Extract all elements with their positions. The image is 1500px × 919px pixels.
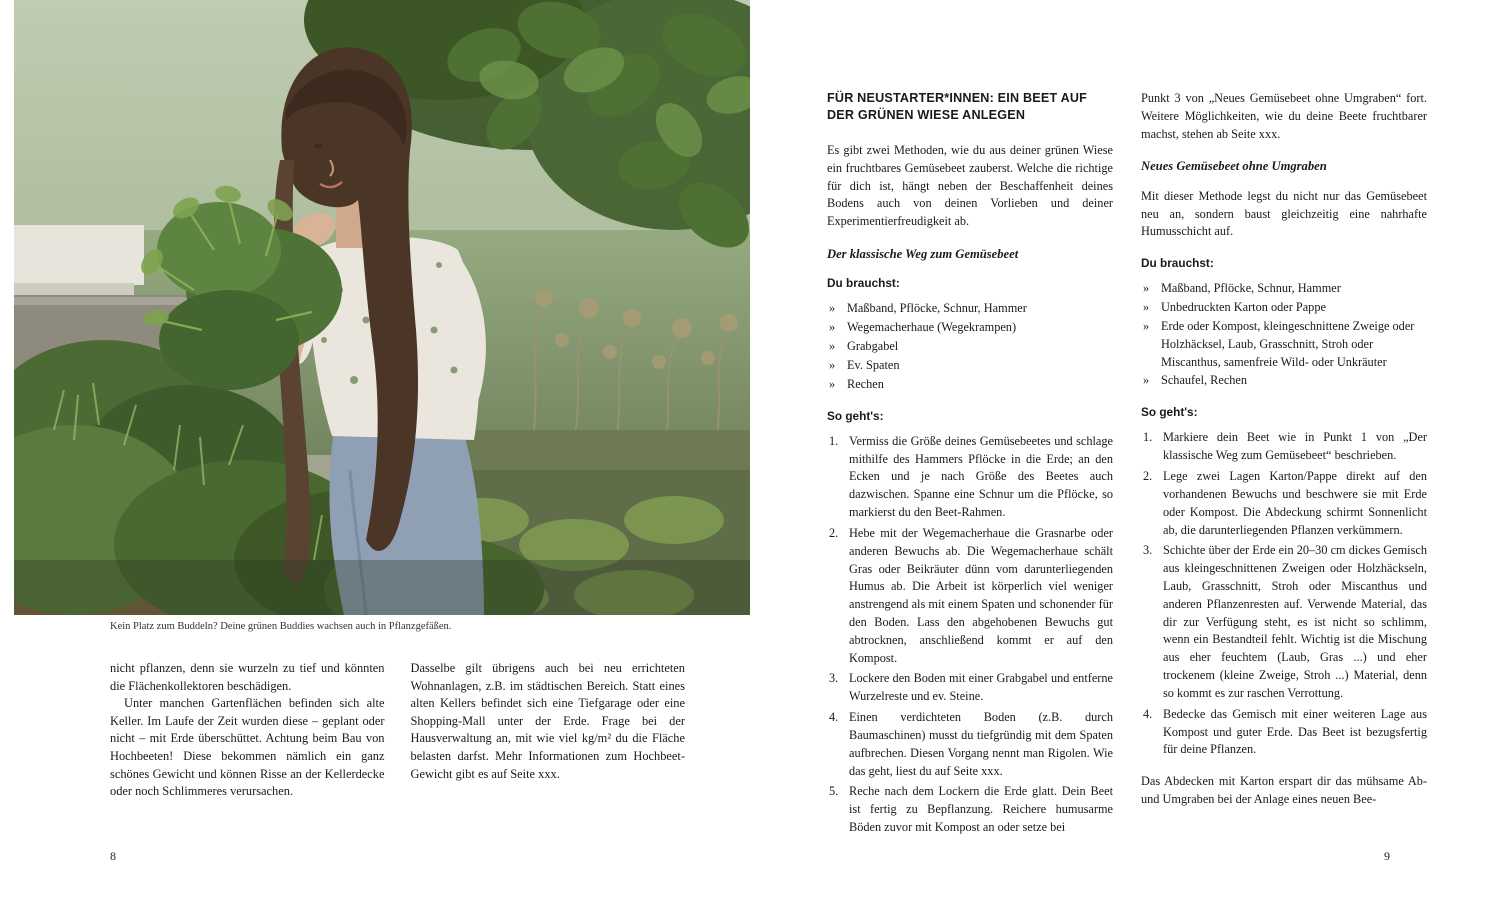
section-title: FÜR NEUSTARTER*INNEN: EIN BEET AUF DER GRÜNEN WIESE ANLEGEN [827, 91, 1088, 122]
method-2-needs-label: Du brauchst: [1141, 256, 1214, 271]
garden-photo [14, 0, 750, 615]
method-2-steps [1141, 429, 1427, 759]
method-1-continuation: Punkt 3 von „Neues Gemüsebeet ohne Umgraben“ fort. Weitere Möglichkeiten, wie du deine Beete fruchtbarer machst, stehen ab Seite xxx. [1141, 91, 1427, 141]
right-page [750, 0, 1500, 919]
method-1-steps [827, 433, 1113, 837]
paragraph: Dasselbe gilt übrigens auch bei neu errichteten Wohnanlagen, z.B. im städtischen Bereich. Statt eines alten Kellers befindet sich eine Tiefgarage oder eine Shopping-Mall unter der Erde. Frage bei der Hausverwaltung an, mit wie viel kg/m² du die Fläche belasten darfst. Mehr Informationen zum Hochbeet-Gewicht gibt es auf Seite xxx. [410, 661, 685, 781]
method-2-closing: Das Abdecken mit Karton erspart dir das mühsame Ab- und Umgraben bei der Anlage eines neuen Bee- [1141, 774, 1427, 807]
list-item: » Grabgabel [827, 338, 1113, 356]
list-item: » Erde oder Kompost, kleingeschnittene Zweige oder Holzhäcksel, Laub, Grasschnitt, Stroh oder Miscanthus, samenfreie Wild- oder Unkräuter [1141, 318, 1427, 371]
garden-photo-illustration [14, 0, 750, 615]
left-text-columns [110, 660, 685, 801]
list-item: » Rechen [827, 376, 1113, 394]
right-text-columns [827, 90, 1427, 851]
section-intro: Es gibt zwei Methoden, wie du aus deiner grünen Wiese ein fruchtbares Gemüsebeet zauberst. Welche die richtige für dich ist, hängt neben der Beschaffenheit deines Bodens auch von deinen Vorlieben und deiner Experimentierfreudigkeit ab. [827, 143, 1113, 229]
method-1-title: Der klassische Weg zum Gemüsebeet [827, 247, 1019, 262]
list-item: Einen verdichteten Boden (z.B. durch Baumaschinen) musst du tiefgründig mit dem Spaten aufbrechen. Diesen Vorgang nennt man Rigolen. Wie das geht, liest du auf Seite xxx. [849, 710, 1113, 778]
method-2-needs-list [1141, 280, 1427, 390]
left-column-2 [411, 660, 686, 801]
list-item: Reche nach dem Lockern die Erde glatt. Dein Beet ist fertig zu Bepflanzung. Reichere humusarme Böden zuvor mit Kompost an oder setze bei [849, 784, 1113, 835]
list-item: Lege zwei Lagen Karton/Pappe direkt auf den vorhandenen Bewuchs und beschwere sie mit Erde oder Kompost. Die Abdeckung schirmt Sonnenlicht ab, die darunterliegenden Pflanzen verkümmern. [1163, 469, 1427, 537]
method-2-intro: Mit dieser Methode legst du nicht nur das Gemüsebeet neu an, sondern baust gleichzeitig eine nahrhafte Humusschicht auf. [1141, 188, 1427, 239]
list-item: Schichte über der Erde ein 20–30 cm dickes Gemisch aus kleingeschnittenen Zweigen oder Holzhäckseln, Laub, Grasschnitt, Stroh oder Miscanthus und anderen Pflanzenresten auf. Verwende Material, das dir zur Verfügung steht, es ist nicht so schlimm, wenn ein Bestandteil fehlt. Wichtig ist die Mischung aus eher feuchtem (Laub, Gras ...) und eher trockenem (kleine Zweige, Stroh ...) Material, denn so kommt es zur raschen Verrottung. [1163, 543, 1427, 700]
paragraph: nicht pflanzen, denn sie wurzeln zu tief und könnten die Flächenkollektoren beschädigen. [110, 661, 385, 693]
page-number-right: 9 [1384, 849, 1390, 863]
list-item: » Schaufel, Rechen [1141, 372, 1427, 390]
paragraph: Unter manchen Gartenflächen befinden sich alte Keller. Im Laufe der Zeit wurden diese – geplant oder nicht – mit Erde überschüttet. Achtung beim Bau von Hochbeeten! Diese bekommen nämlich ein ganz schönes Gewicht und können Risse an der Kellerdecke oder noch Schlimmeres verursachen. [110, 696, 385, 799]
method-1-needs-list [827, 300, 1113, 393]
right-column-1 [827, 90, 1113, 851]
list-item: » Wegemacherhaue (Wegekrampen) [827, 319, 1113, 337]
list-item: » Ev. Spaten [827, 357, 1113, 375]
right-column-2 [1141, 90, 1427, 851]
photo-caption: Kein Platz zum Buddeln? Deine grünen Buddies wachsen auch in Pflanzgefäßen. [110, 621, 452, 632]
method-2-title: Neues Gemüsebeet ohne Umgraben [1141, 159, 1327, 174]
left-column-1 [110, 660, 385, 801]
page-number-left: 8 [110, 849, 116, 863]
list-item: Vermiss die Größe deines Gemüsebeetes und schlage mithilfe des Hammers Pflöcke in die Erde; an den Ecken und je nach Größe des Beetes auch dazwischen. Spanne eine Schnur um die Pflöcke, so markierst du den Beet-Rahmen. [849, 433, 1113, 520]
list-item: » Unbedruckten Karton oder Pappe [1141, 299, 1427, 317]
list-item: Markiere dein Beet wie in Punkt 1 von „Der klassische Weg zum Gemüsebeet“ beschrieben. [1163, 430, 1427, 463]
method-1-howto-label: So geht's: [827, 408, 884, 423]
list-item: Hebe mit der Wegemacherhaue die Grasnarbe oder anderen Bewuchs ab. Die Wegemacherhaue schält Gras oder Beikräuter dünn vom darunterliegenden Humus ab. Die Arbeit ist körperlich viel weniger anstrengend als mit einem Spaten und schonender für den Boden. Lass den abgehobenen Bewuchs gut abtrocknen, anschließend kommt er auf den Kompost. [849, 525, 1113, 665]
list-item: Lockere den Boden mit einer Grabgabel und entferne Wurzelreste und ev. Steine. [849, 671, 1113, 704]
method-1-needs-label: Du brauchst: [827, 276, 900, 291]
list-item: » Maßband, Pflöcke, Schnur, Hammer [1141, 280, 1427, 298]
list-item: Bedecke das Gemisch mit einer weiteren Lage aus Kompost und guter Erde. Das Beet ist bezugsfertig für deine Pflanzen. [1163, 706, 1427, 757]
list-item: » Maßband, Pflöcke, Schnur, Hammer [827, 300, 1113, 318]
method-2-howto-label: So geht's: [1141, 405, 1198, 420]
